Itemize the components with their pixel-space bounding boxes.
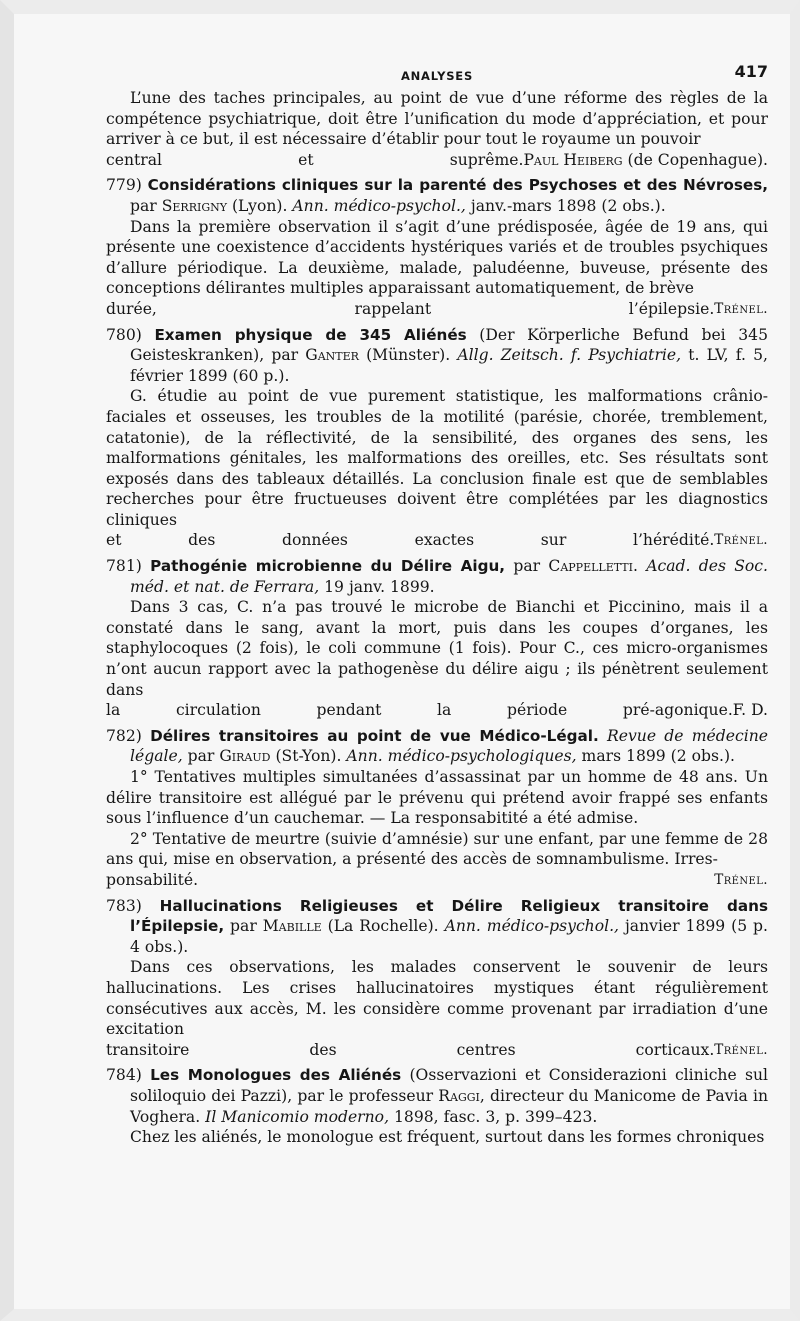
entry-number: 780) xyxy=(106,325,142,344)
entry-place: (St-Yon). xyxy=(275,747,342,766)
entry-by: par le professeur xyxy=(297,1086,434,1105)
entry-signature: Trénel. xyxy=(714,300,768,317)
entry-by: par xyxy=(130,196,157,215)
entry-number: 782) xyxy=(106,726,142,745)
entry-signature: Trénel. xyxy=(714,871,768,888)
entry-781-paragraph: Dans 3 cas, C. n’a pas trouvé le microbe de Bianchi et Piccinino, mais il a constaté dans le sang, avant la mort, puis dans les coupes d’organes, les staphylocoques (2 fois), le coli commune (1 fois). Pour C., ces micro-organismes n’ont aucun rapport avec la pathogenèse du délire aigu ; ils pénètrent seulement dans xyxy=(106,598,768,699)
entry-780-heading xyxy=(106,325,768,387)
entry-by: par xyxy=(230,917,257,936)
entry-author: Cappelletti. xyxy=(548,557,638,576)
entry-original-title: (Der Körperliche Befund bei 345 Geisteskranken), xyxy=(130,325,768,365)
entry-title: Examen physique de 345 Aliénés xyxy=(154,325,467,344)
entry-title: Délires transitoires au point de vue Médico-Légal. xyxy=(150,726,599,745)
entry-782-last-line xyxy=(106,870,768,891)
entry-by: par xyxy=(187,747,215,766)
entry-782-paragraph-2: 2° Tentative de meurtre (suivie d’amnésie) sur une enfant, par une femme de 28 ans qui, mise en observation, a présenté des accès de somnambulisme. Irres- xyxy=(106,829,768,869)
entry-signature: Trénel. xyxy=(714,532,768,549)
entry-details: janv.-mars 1898 (2 obs.). xyxy=(470,196,666,215)
entry-details: 1898, fasc. 3, p. 399–423. xyxy=(394,1107,598,1126)
entry-journal: Acad. des Soc. méd. et nat. de Ferrara, xyxy=(130,557,768,596)
entry-781-last-line xyxy=(106,700,768,721)
entry-779-last-line xyxy=(106,299,768,320)
entry-details: t. LV, f. 5, février 1899 (60 p.). xyxy=(130,346,768,385)
entry-title: Considérations cliniques sur la parenté des Psychoses et des Névroses, xyxy=(147,176,768,195)
entry-last-line-text: et des données exactes sur l’hérédité. xyxy=(106,531,715,550)
entry-783-heading xyxy=(106,896,768,958)
entry-last-line-text: durée, rappelant l’épilepsie. xyxy=(106,299,715,318)
running-head xyxy=(106,62,768,88)
entry-details: mars 1899 (2 obs.). xyxy=(581,747,736,766)
entry-779-paragraph: Dans la première observation il s’agit d’une prédisposée, âgée de 19 ans, qui présente une coexistence d’accidents hystériques variés et de troubles psychiques d’allure périodique. La deuxième, malade, paludéenne, buveuse, présente des conceptions délirantes multiples apparaissant automatiquement, de brève xyxy=(106,217,768,298)
entry-last-line-text: ponsabilité. xyxy=(106,870,199,889)
entry-original-title: (Osservazioni et Considerazioni cliniche sul soliloquio dei Pazzi), xyxy=(130,1066,768,1105)
intro-author xyxy=(523,150,768,171)
entry-journal: Allg. Zeitsch. f. Psychiatrie, xyxy=(457,346,682,365)
running-title: ANALYSES xyxy=(400,69,474,83)
intro-paragraph: L’une des taches principales, au point de vue d’une réforme des règles de la compétence psychiatrique, doit être l’unification du mode d’appréciation, et pour arriver à ce but, il est nécessaire d’établir pour tout le royaume un pouvoir xyxy=(106,89,768,149)
entry-last-line-text: la circulation pendant la période pré-agonique. xyxy=(106,701,733,720)
entry-journal: Revue de médecine légale, xyxy=(130,726,768,766)
entry-782-paragraph-1: 1° Tentatives multiples simultanées d’assassinat par un homme de 48 ans. Un délire transitoire est allégué par le prévenu qui prétend avoir frappé ses enfants sous l’influence d’un cauchemar. — La responsabitité a été admise. xyxy=(106,768,768,828)
entry-place: (Lyon). xyxy=(231,196,288,215)
entry-author: Ganter xyxy=(305,346,359,365)
entry-author: Giraud xyxy=(219,747,271,766)
entry-last-line-text: transitoire des centres corticaux. xyxy=(106,1040,715,1059)
entry-number: 783) xyxy=(106,896,142,915)
entry-by: par xyxy=(513,557,541,576)
entry-779-heading xyxy=(106,175,768,216)
entry-title: Les Monologues des Aliénés xyxy=(150,1066,402,1085)
entry-signature: F. D. xyxy=(732,701,768,720)
entry-784-first-line: Chez les aliénés, le monologue est fréquent, surtout dans les formes chroniques xyxy=(130,1128,765,1147)
entry-author: Serrigny xyxy=(161,196,227,215)
entry-783-paragraph: Dans ces observations, les malades conservent le souvenir de leurs hallucinations. Les crises hallucinatoires mystiques étant régulièrement consécutives aux accès, M. les considère comme provenant par irradiation d’une excitation xyxy=(106,958,768,1039)
intro-author-place: (de Copenhague). xyxy=(627,150,768,169)
entry-place: (Münster). xyxy=(366,346,451,365)
page-body xyxy=(106,62,768,1148)
entry-784-heading xyxy=(106,1065,768,1127)
intro-last-line-text: central et suprême. xyxy=(106,150,524,169)
entry-place: directeur du Manicome de Pavia in Voghera. xyxy=(130,1086,768,1126)
page-number: 417 xyxy=(734,62,768,81)
entry-number: 779) xyxy=(106,176,142,195)
entry-author: Raggi, xyxy=(438,1086,485,1105)
entry-782-heading xyxy=(106,726,768,767)
entry-780-last-line xyxy=(106,530,768,551)
entry-783-last-line xyxy=(106,1040,768,1061)
entry-781-heading xyxy=(106,556,768,597)
entry-details: 19 janv. 1899. xyxy=(324,577,435,596)
entry-780-paragraph: G. étudie au point de vue purement statistique, les malformations crânio-faciales et osseuses, les troubles de la motilité (parésie, chorée, tremblement, catatonie), de la réflectivité, de la sensibilité, des organes des sens, les malformations génitales, les malformations des oreilles, etc. Ses résultats sont exposés dans des tableaux détaillés. La conclusion finale est que de semblables recherches pour être fructueuses doivent être complétées par les diagnostics cliniques xyxy=(106,387,768,529)
entry-journal: Ann. médico-psychol., xyxy=(292,196,466,215)
entry-number: 784) xyxy=(106,1066,142,1085)
entry-place: (La Rochelle). xyxy=(327,917,439,936)
entry-number: 781) xyxy=(106,557,142,576)
entry-by: par xyxy=(271,346,299,365)
entry-journal: Ann. médico-psychol., xyxy=(444,917,620,936)
entry-title: Hallucinations Religieuses et Délire Religieux transitoire dans l’Épilepsie, xyxy=(130,896,768,936)
entry-signature: Trénel. xyxy=(714,1041,768,1058)
intro-author-name: Paul Heiberg xyxy=(523,150,623,169)
entry-title: Pathogénie microbienne du Délire Aigu, xyxy=(150,557,506,576)
entry-author: Mabille xyxy=(262,917,322,936)
intro-last-line xyxy=(106,150,768,171)
entry-journal: Il Manicomio moderno, xyxy=(205,1107,390,1126)
entry-journal-2: Ann. médico-psychologiques, xyxy=(346,747,577,766)
entry-details: janvier 1899 (5 p. 4 obs.). xyxy=(130,917,768,956)
